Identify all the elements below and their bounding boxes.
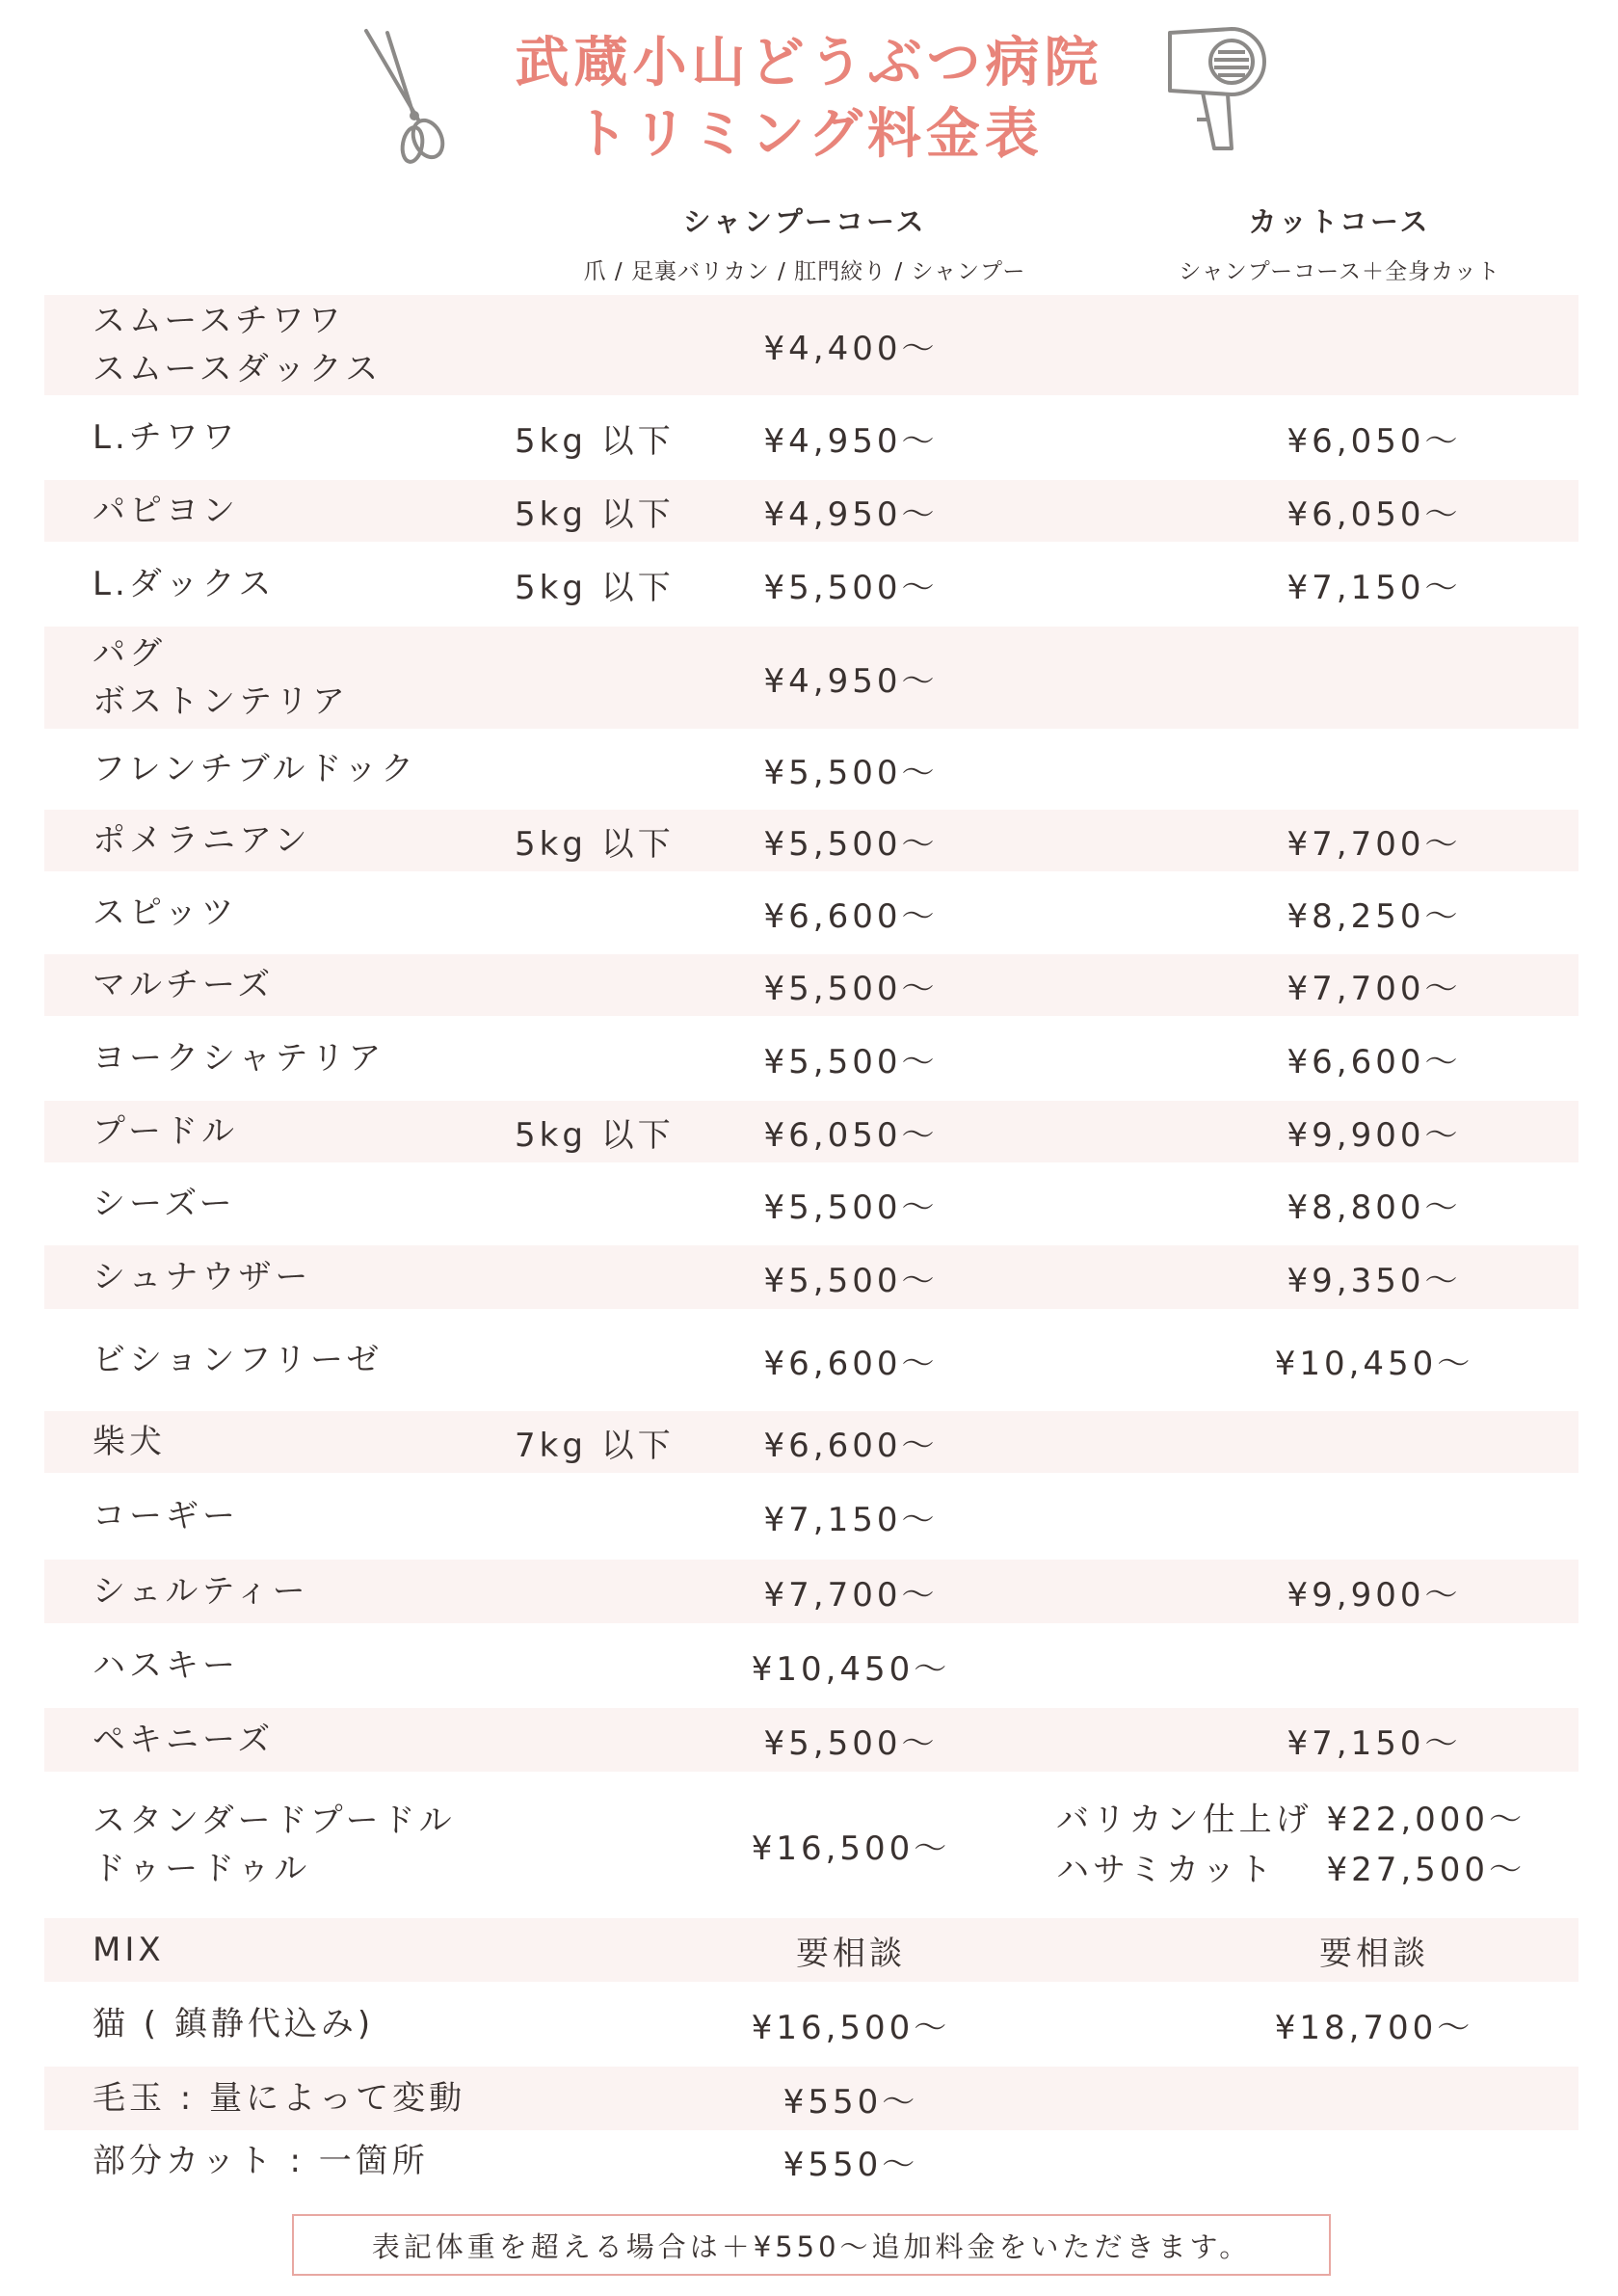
table-row xyxy=(44,1411,1578,1473)
table-row xyxy=(44,1560,1578,1623)
breed-name: ポメラニアン xyxy=(93,821,311,860)
breed-name: シーズー xyxy=(93,1185,236,1223)
shampoo-price: ¥6,600〜 xyxy=(763,1426,939,1465)
breed-name-line: ドゥードゥル xyxy=(93,1850,311,1888)
table-row xyxy=(44,542,1578,627)
shampoo-price: ¥7,700〜 xyxy=(763,1575,939,1615)
surcharge-note: 表記体重を超える場合は＋¥550〜追加料金をいただきます。 xyxy=(292,2214,1331,2276)
table-row xyxy=(44,395,1578,480)
shampoo-price: ¥4,950〜 xyxy=(763,661,939,701)
shampoo-price: 要相談 xyxy=(796,1934,906,1973)
breed-name: 柴犬 xyxy=(93,1423,166,1461)
breed-name: コーギー xyxy=(93,1497,239,1535)
breed-name: ビションフリーゼ xyxy=(93,1341,384,1379)
cut-price: ¥7,700〜 xyxy=(1286,969,1462,1008)
shampoo-course-subtitle: 爪 / 足裏バリカン / 肛門絞り / シャンプー xyxy=(583,259,1026,284)
table-row xyxy=(44,1473,1578,1560)
breed-name-line: スムースダックス xyxy=(93,350,383,388)
price-table xyxy=(44,295,1578,2192)
table-row xyxy=(44,2130,1578,2192)
breed-name: パピヨン xyxy=(93,492,239,530)
cut-price: 要相談 xyxy=(1319,1934,1429,1973)
scissors-icon xyxy=(358,27,451,172)
cut-price: ¥9,900〜 xyxy=(1286,1115,1462,1155)
shampoo-price: ¥550〜 xyxy=(782,2082,919,2122)
breed-name: 部分カット : 一箇所 xyxy=(93,2142,429,2180)
breed-name: シュナウザー xyxy=(93,1258,312,1296)
shampoo-price: ¥6,050〜 xyxy=(763,1115,939,1155)
shampoo-price: ¥6,600〜 xyxy=(763,896,939,936)
page-title xyxy=(0,27,1618,170)
cut-price: ¥8,250〜 xyxy=(1286,896,1462,936)
breed-name-line: スムースチワワ xyxy=(93,302,345,340)
cut-price: ¥9,350〜 xyxy=(1286,1261,1462,1300)
cut-price: ¥7,150〜 xyxy=(1286,1723,1462,1763)
shampoo-price: ¥5,500〜 xyxy=(763,824,939,864)
cut-price: ¥7,150〜 xyxy=(1286,568,1462,607)
title-line-1: 武蔵小山どうぶつ病院 xyxy=(515,31,1103,94)
cut-course-title: カットコース xyxy=(1248,205,1431,238)
shampoo-price: ¥5,500〜 xyxy=(763,1723,939,1763)
cut-course-subtitle: シャンプーコース＋全身カット xyxy=(1179,259,1500,284)
shampoo-course-title: シャンプーコース xyxy=(682,205,927,238)
cut-price: ¥7,700〜 xyxy=(1286,824,1462,864)
hair-dryer-icon xyxy=(1164,23,1295,158)
cut-price: ¥8,800〜 xyxy=(1286,1188,1462,1227)
breed-name: スピッツ xyxy=(93,894,238,932)
cut-price: ¥6,600〜 xyxy=(1286,1042,1462,1081)
weight-limit: 5kg 以下 xyxy=(515,568,675,607)
weight-limit: 5kg 以下 xyxy=(515,421,675,461)
shampoo-price: ¥4,400〜 xyxy=(763,329,939,368)
table-row xyxy=(44,1982,1578,2067)
shampoo-price: ¥5,500〜 xyxy=(763,1261,939,1300)
table-row xyxy=(44,295,1578,395)
shampoo-course-heading xyxy=(540,200,1070,285)
table-row xyxy=(44,480,1578,542)
title-line-2: トリミング料金表 xyxy=(574,102,1044,166)
cut-price: ¥10,450〜 xyxy=(1274,1344,1474,1383)
breed-name: 猫 ( 鎮静代込み) xyxy=(93,2005,375,2043)
cut-option-scissors: ハサミカット ¥27,500〜 xyxy=(1056,1851,1526,1889)
shampoo-price: ¥5,500〜 xyxy=(763,568,939,607)
breed-name: マルチーズ xyxy=(93,966,275,1004)
table-row xyxy=(44,729,1578,810)
breed-name xyxy=(93,1797,456,1893)
breed-name: L.チワワ xyxy=(93,418,239,457)
table-row xyxy=(44,1016,1578,1101)
breed-name: ヨークシャテリア xyxy=(93,1039,385,1078)
shampoo-price: ¥10,450〜 xyxy=(751,1649,951,1689)
cut-price-options xyxy=(1056,1795,1525,1895)
breed-name xyxy=(93,629,349,726)
shampoo-price: ¥16,500〜 xyxy=(751,2008,951,2047)
table-row xyxy=(44,954,1578,1016)
table-row xyxy=(44,1772,1578,1918)
breed-name xyxy=(93,297,382,393)
table-row xyxy=(44,627,1578,729)
breed-name-line: ボストンテリア xyxy=(93,682,349,721)
weight-limit: 5kg 以下 xyxy=(515,824,675,864)
breed-name-line: スタンダードプードル xyxy=(93,1802,456,1840)
breed-name: MIX xyxy=(93,1931,165,1969)
shampoo-price: ¥5,500〜 xyxy=(763,969,939,1008)
breed-name: ペキニーズ xyxy=(93,1721,275,1759)
weight-limit: 5kg 以下 xyxy=(515,494,675,534)
breed-name: フレンチブルドック xyxy=(93,750,418,788)
shampoo-price: ¥5,500〜 xyxy=(763,1042,939,1081)
breed-name-line: パグ xyxy=(93,634,166,673)
table-row xyxy=(44,1708,1578,1772)
table-row xyxy=(44,2067,1578,2130)
table-row xyxy=(44,1309,1578,1411)
weight-limit: 5kg 以下 xyxy=(515,1115,675,1155)
cut-price: ¥6,050〜 xyxy=(1286,494,1462,534)
table-row xyxy=(44,1162,1578,1245)
cut-option-clipper: バリカン仕上げ ¥22,000〜 xyxy=(1056,1801,1526,1839)
shampoo-price: ¥7,150〜 xyxy=(763,1500,939,1539)
cut-price: ¥9,900〜 xyxy=(1286,1575,1462,1615)
shampoo-price: ¥6,600〜 xyxy=(763,1344,939,1383)
breed-name: ハスキー xyxy=(93,1646,239,1685)
breed-name: プードル xyxy=(93,1112,238,1151)
shampoo-price: ¥16,500〜 xyxy=(751,1829,951,1868)
table-row xyxy=(44,1623,1578,1708)
shampoo-price: ¥4,950〜 xyxy=(763,494,939,534)
weight-limit: 7kg 以下 xyxy=(515,1426,675,1465)
table-row xyxy=(44,1101,1578,1162)
table-row xyxy=(44,1245,1578,1309)
breed-name: 毛玉 : 量によって変動 xyxy=(93,2079,466,2118)
cut-course-heading xyxy=(1137,200,1542,285)
table-row xyxy=(44,871,1578,954)
cut-price: ¥18,700〜 xyxy=(1274,2008,1474,2047)
cut-price: ¥6,050〜 xyxy=(1286,421,1462,461)
shampoo-price: ¥4,950〜 xyxy=(763,421,939,461)
shampoo-price: ¥550〜 xyxy=(782,2145,919,2184)
breed-name: L.ダックス xyxy=(93,565,276,603)
table-row xyxy=(44,810,1578,871)
table-row xyxy=(44,1918,1578,1982)
shampoo-price: ¥5,500〜 xyxy=(763,753,939,792)
breed-name: シェルティー xyxy=(93,1572,309,1611)
shampoo-price: ¥5,500〜 xyxy=(763,1188,939,1227)
